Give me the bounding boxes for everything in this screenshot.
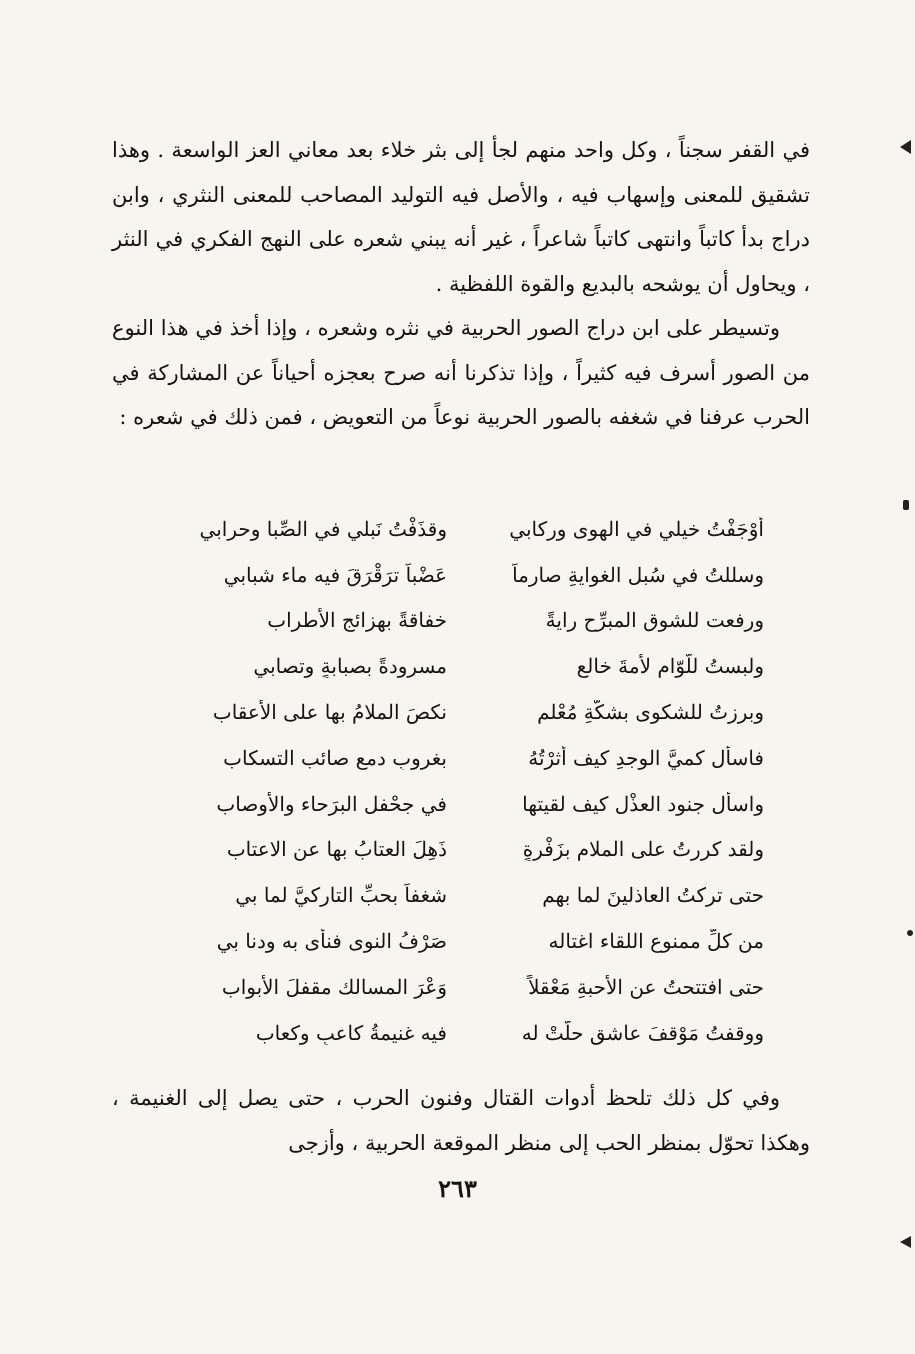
paragraph: وفي كل ذلك تلحظ أدوات القتال وفنون الحرب ، حتى يصل إلى الغنيمة ، وهكذا تحوّل بمنظر الحب إلى منظر الموقعة الحربية ، وأزجى: [112, 1086, 810, 1155]
scan-edge-mark: [900, 140, 911, 154]
hemistich-second: وقذَفْتُ نَبلي في الصِّبا وحرابي: [199, 516, 447, 541]
verse: [152, 735, 764, 781]
hemistich-second: فيه غنيمةُ كاعبٍ وكعاب: [255, 1020, 447, 1045]
hemistich-second: شغفاً بحبِّ التاركيَّ لما بي: [235, 883, 447, 908]
verse: [152, 689, 764, 735]
hemistich-first: وبرزتُ للشكوى بشكّةِ مُعْلمٍ: [537, 700, 764, 725]
paragraph: وتسيطر على ابن دراج الصور الحربية في نثره وشعره ، وإذا أخذ في هذا النوع من الصور أسرف فيه كثيراً ، وإذا تذكرنا أنه صرح بعجزه أحياناً عن المشاركة في الحرب عرفنا في شغفه بالصور الحربية نوعاً من التعويض ، فمن ذلك في شعره :: [112, 316, 810, 429]
verse: [152, 781, 764, 827]
prose-top: [112, 128, 810, 440]
hemistich-first: ووقفتُ مَوْقفَ عاشقٍ حلّتْ له: [521, 1020, 764, 1045]
hemistich-second: وَعْرَ المسالك مقفلَ الأبواب: [221, 974, 447, 999]
hemistich-second: بغروبِ دمعٍ صائب التسكاب: [223, 745, 447, 770]
paragraph: في القفر سجناً ، وكل واحد منهم لجأ إلى بثر خلاء بعد معاني العز الواسعة . وهذا تشقيق للمعنى وإسهاب فيه ، والأصل فيه التوليد المصاحب للمعنى النثري ، وابن دراج بدأ كاتباً وانتهى كاتباً شاعراً ، غير أنه يبني شعره على النهج الفكري في النثر ، ويحاول أن يوشحه بالبديع والقوة اللفظية .: [112, 138, 810, 296]
hemistich-first: ولقد كررتُ على الملام بزَفْرةٍ: [522, 837, 764, 862]
scan-edge-mark: [903, 500, 909, 510]
verse: [152, 552, 764, 598]
hemistich-first: وسللتُ في سُبلِ الغوايةِ صارماً: [512, 562, 764, 587]
hemistich-second: صَرْفُ النوى فنأى به ودنا بي: [216, 929, 447, 954]
scan-edge-mark: [907, 930, 913, 936]
prose-bottom: [112, 1076, 810, 1165]
scan-edge-mark: [900, 1236, 911, 1248]
poem: [152, 506, 764, 1056]
hemistich-second: في جحْفلِ البرَحاء والأوصاب: [216, 791, 447, 816]
verse: [152, 918, 764, 964]
hemistich-second: عَضْباً ترَقْرَقَ فيه ماء شبابي: [223, 562, 447, 587]
hemistich-first: أوْجَفْتُ خيلي في الهوى وركابي: [509, 516, 764, 541]
hemistich-first: حتى تركتُ العاذلينَ لما بهم: [542, 883, 764, 908]
hemistich-second: نكصَ الملامُ بها على الأعقاب: [212, 700, 447, 725]
hemistich-first: فاسأل كميَّ الوجدِ كيف أثرْتُهُ: [528, 745, 764, 770]
hemistich-first: واسأل جنود العذْلِ كيف لقيتها: [522, 791, 764, 816]
hemistich-first: من كلِّ ممنوعِ اللقاء اغتاله: [548, 929, 764, 954]
hemistich-first: حتى افتتحتُ عن الأحبةِ مَعْقلاً: [528, 974, 764, 999]
verse: [152, 1010, 764, 1056]
hemistich-first: ولبستُ للّوّام لأمةَ خالعٍ: [576, 654, 764, 679]
verse: [152, 598, 764, 644]
hemistich-second: مسرودةً بصبابةٍ وتصابي: [253, 654, 447, 679]
verse: [152, 827, 764, 873]
hemistich-second: خفاقةً بهزائجِ الأطراب: [267, 608, 447, 633]
verse: [152, 872, 764, 918]
hemistich-second: ذَهِلَ العتابُ بها عن الاعتاب: [226, 837, 447, 862]
verse: [152, 506, 764, 552]
verse: [152, 964, 764, 1010]
hemistich-first: ورفعت للشوق المبرِّحِ رايةً: [545, 608, 764, 633]
page-number: ٢٦٣: [438, 1174, 477, 1203]
verse: [152, 643, 764, 689]
